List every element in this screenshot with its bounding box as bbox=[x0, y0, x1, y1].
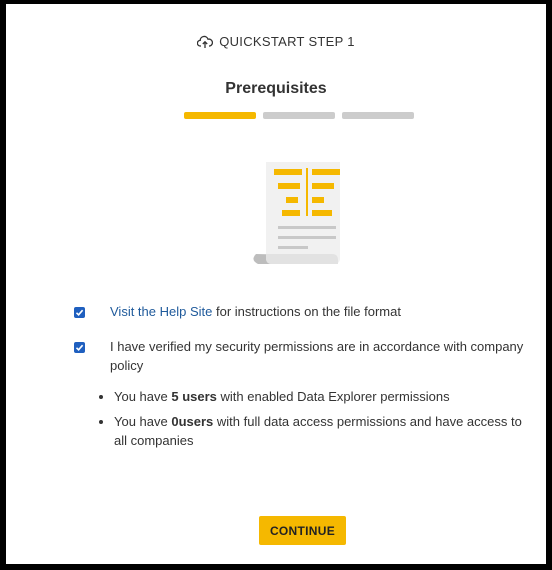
full-access-user-count: 0users bbox=[171, 414, 214, 429]
step-progress bbox=[184, 112, 414, 119]
continue-button[interactable]: CONTINUE bbox=[259, 516, 346, 545]
progress-step-2 bbox=[263, 112, 335, 119]
list-item: • You have 0users with full data access permissions and have access to all companies bbox=[114, 412, 524, 450]
security-check-row bbox=[74, 337, 524, 375]
step-header bbox=[6, 34, 546, 49]
cloud-upload-icon bbox=[197, 35, 213, 49]
list-item: • You have 5 users with enabled Data Explorer permissions bbox=[114, 387, 524, 406]
help-site-link[interactable]: Visit the Help Site bbox=[110, 304, 213, 319]
explorer-user-count: 5 users bbox=[171, 389, 217, 404]
progress-step-3 bbox=[342, 112, 414, 119]
help-site-check-row bbox=[74, 302, 524, 321]
help-site-description: for instructions on the file format bbox=[212, 304, 401, 319]
security-permissions-text: I have verified my security permissions are in accordance with company policy bbox=[110, 339, 524, 373]
help-site-checkbox[interactable] bbox=[74, 307, 85, 318]
page-title: Prerequisites bbox=[225, 80, 327, 97]
step-label: QUICKSTART STEP 1 bbox=[219, 34, 355, 49]
prerequisite-checklist bbox=[74, 302, 524, 456]
progress-step-1 bbox=[184, 112, 256, 119]
permission-summary-list bbox=[74, 387, 524, 450]
help-site-text bbox=[110, 302, 401, 321]
check-icon bbox=[75, 308, 84, 317]
document-icon bbox=[248, 158, 350, 273]
security-permissions-checkbox[interactable] bbox=[74, 342, 85, 353]
check-icon bbox=[75, 343, 84, 352]
